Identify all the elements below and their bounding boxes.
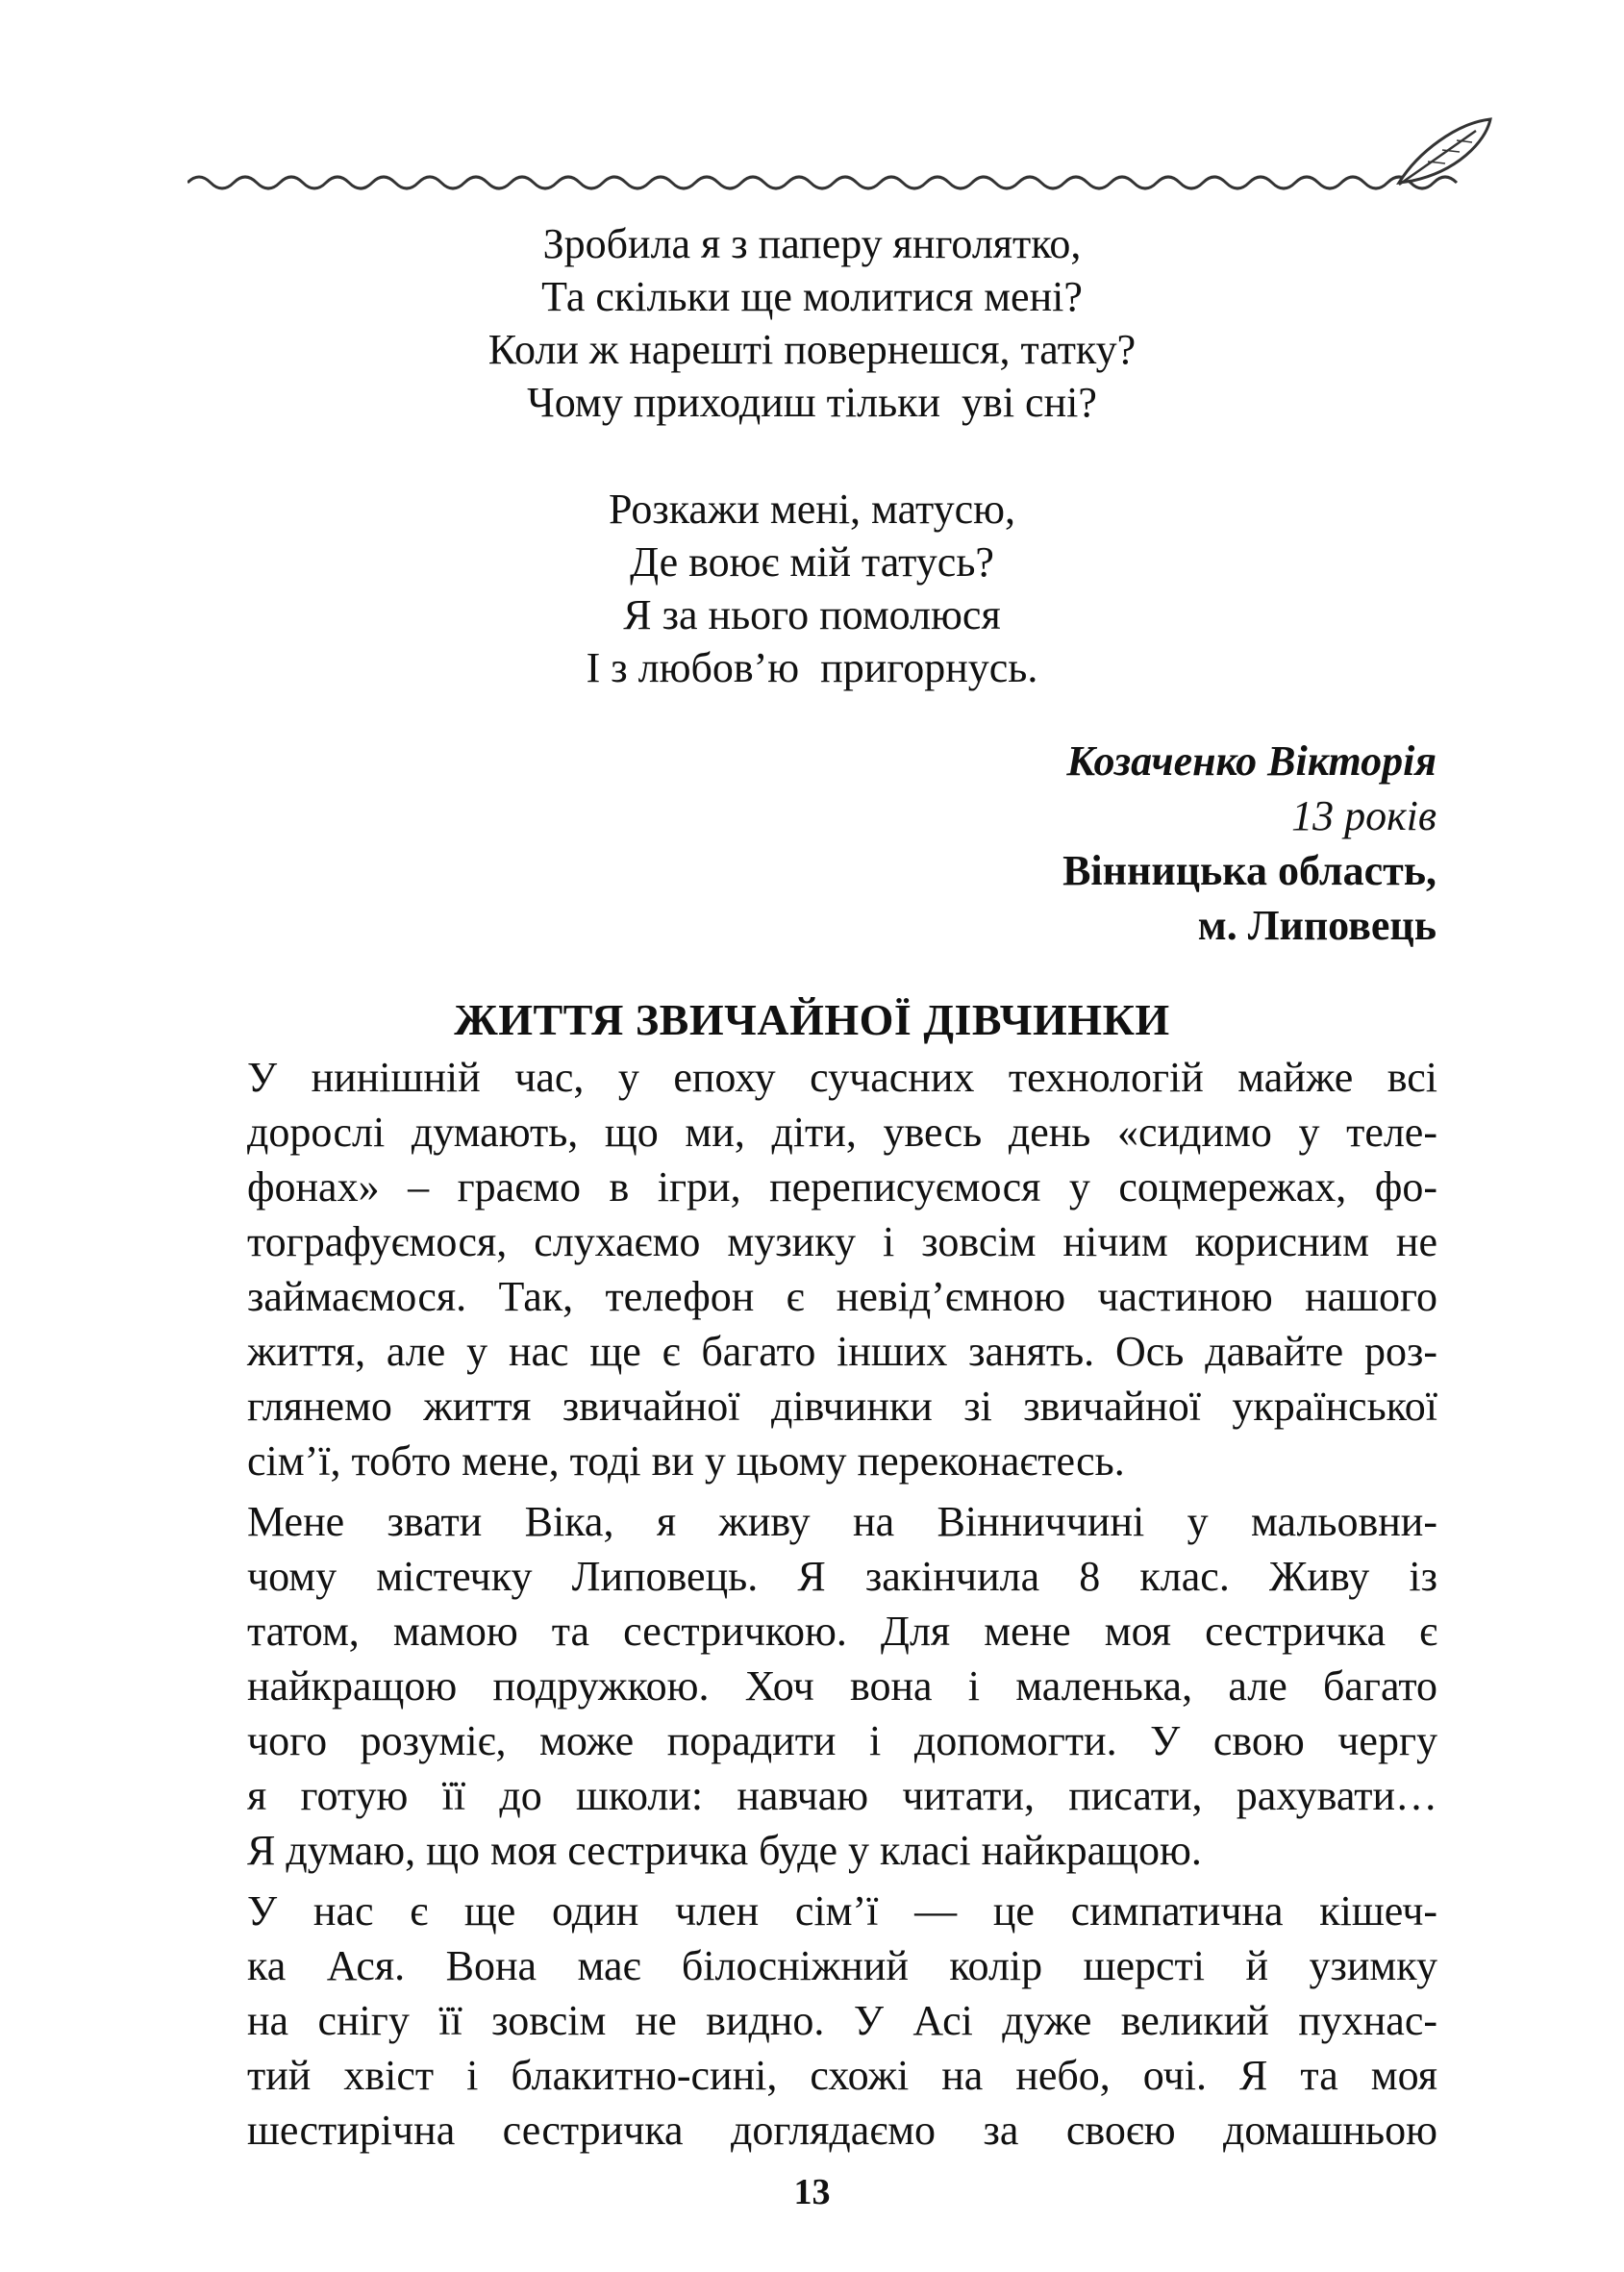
text-line: чому містечку Липовець. Я закінчила 8 клас. Живу із: [247, 1553, 1437, 1600]
text-line: глянемо життя звичайної дівчинки зі звичайної української: [247, 1383, 1437, 1430]
poem-line: Чому приходиш тільки уві сні?: [527, 379, 1097, 426]
wavy-line: [187, 177, 1457, 188]
text-line: татом, мамою та сестричкою. Для мене моя сестричка є: [247, 1608, 1437, 1655]
essay-body: [187, 1050, 1437, 2158]
poem-line: Зробила я з паперу янголятко,: [542, 220, 1082, 267]
author-signature: [1062, 734, 1437, 953]
author-region: Вінницька область,: [1062, 847, 1437, 894]
author-name: Козаченко Вікторія: [1066, 737, 1437, 785]
text-line: на снігу її зовсім не видно. У Асі дуже великий пухнас-: [247, 1997, 1437, 2044]
page-number: 13: [793, 2172, 831, 2212]
text-line: дорослі думають, що ми, діти, увесь день «сидимо у теле-: [247, 1109, 1437, 1156]
text-line: Мене звати Віка, я живу на Вінниччині у мальовни-: [247, 1498, 1437, 1545]
essay-paragraph-2: [187, 1494, 1437, 1878]
poem-line: І з любов’ю пригорнусь.: [586, 644, 1038, 691]
text-line: я готую її до школи: навчаю читати, писати, рахувати…: [247, 1772, 1437, 1819]
poem-stanza-2: [0, 483, 1624, 694]
text-line: тий хвіст і блакитно-сині, схожі на небо, очі. Я та моя: [247, 2052, 1437, 2099]
essay-paragraph-3: [187, 1884, 1437, 2158]
feather-icon: [1399, 119, 1490, 185]
text-line: У нас є ще один член сім’ї — це симпатична кішеч-: [247, 1887, 1437, 1935]
poem-line: Я за нього помолюся: [623, 591, 1001, 638]
poem-line: Розкажи мені, матусю,: [608, 486, 1016, 533]
text-line: У нинішній час, у епоху сучасних технологій майже всі: [247, 1054, 1437, 1101]
text-line: сім’ї, тобто мене, тоді ви у цьому переконаєтесь.: [247, 1437, 1125, 1485]
essay-title: ЖИТТЯ ЗВИЧАЙНОЇ ДІВЧИНКИ: [454, 995, 1170, 1044]
author-age: 13 років: [1291, 792, 1437, 839]
text-line: найкращою подружкою. Хоч вона і маленька, але багато: [247, 1662, 1437, 1710]
poem-stanza-1: [0, 217, 1624, 429]
text-line: тографуємося, слухаємо музику і зовсім нічим корисним не: [247, 1218, 1437, 1265]
poem-line: Де воює мій татусь?: [630, 538, 994, 586]
text-line: фонах» – граємо в ігри, переписуємося у соцмережах, фо-: [247, 1163, 1437, 1211]
text-line: чого розуміє, може порадити і допомогти. У свою чергу: [247, 1717, 1437, 1764]
poem-line: Та скільки ще молитися мені?: [541, 273, 1083, 320]
poem-line: Коли ж нарешті повернешся, татку?: [487, 326, 1137, 373]
text-line: займаємося. Так, телефон є невід’ємною частиною нашого: [247, 1273, 1437, 1320]
text-line: шестирічна сестричка доглядаємо за своєю домашньою: [247, 2107, 1437, 2154]
essay-paragraph-1: [187, 1050, 1437, 1488]
text-line: життя, але у нас ще є багато інших занять. Ось давайте роз-: [247, 1328, 1437, 1375]
text-line: Я думаю, що моя сестричка буде у класі найкращою.: [247, 1827, 1202, 1874]
wave-with-feather-icon: [187, 113, 1495, 200]
text-line: ка Ася. Вона має білосніжний колір шерсті й узимку: [247, 1942, 1437, 1989]
author-city: м. Липовець: [1197, 902, 1437, 949]
